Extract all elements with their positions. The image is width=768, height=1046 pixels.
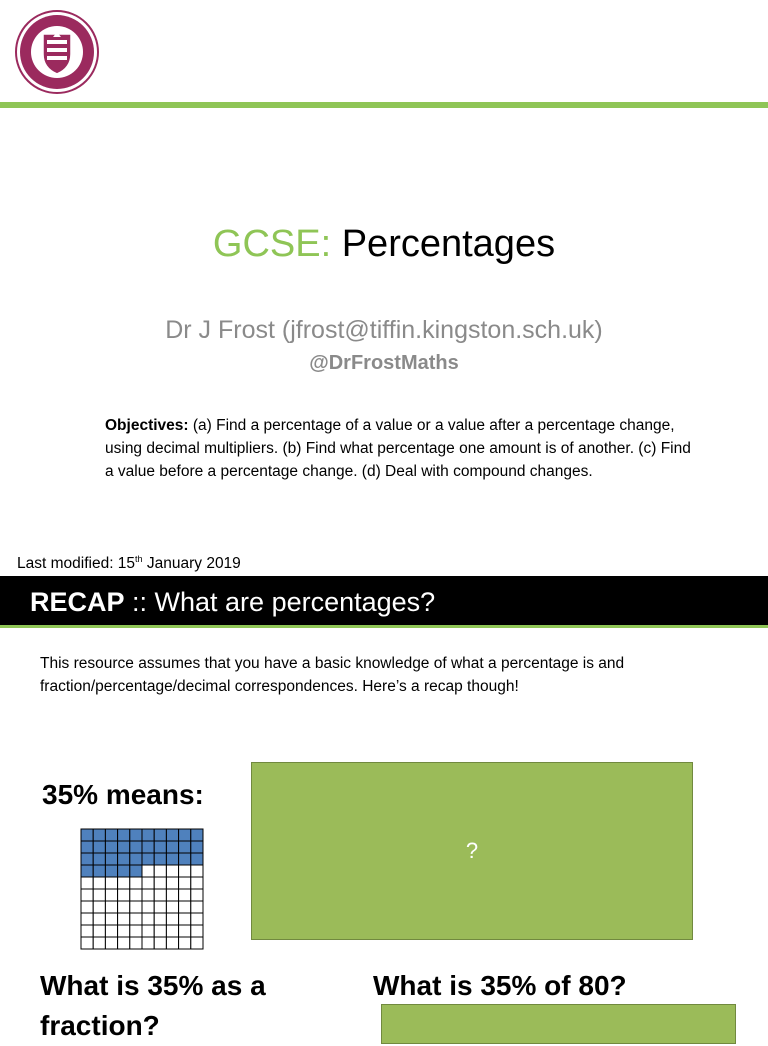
last-modified bbox=[17, 547, 241, 576]
objectives-text: (a) Find a percentage of a value or a value after a percentage change, using decimal multipliers. (b) Find what percentage one amount is of another. (c) Find a value before a percentage change. (d) Deal with compound changes. bbox=[105, 417, 691, 480]
grid-cell-empty bbox=[179, 913, 191, 925]
answer-placeholder: ? bbox=[465, 838, 479, 863]
grid-cell-empty bbox=[93, 901, 105, 913]
social-handle: @DrFrostMaths bbox=[309, 352, 459, 374]
grid-cell-empty bbox=[166, 937, 178, 949]
grid-cell-empty bbox=[191, 877, 203, 889]
recap-heading-bold: RECAP bbox=[30, 587, 125, 617]
modified-suffix: January 2019 bbox=[142, 555, 241, 573]
grid-cell-empty bbox=[118, 901, 130, 913]
grid-cell-empty bbox=[93, 925, 105, 937]
grid-cell-empty bbox=[81, 925, 93, 937]
means-label: 35% means: bbox=[42, 779, 204, 810]
grid-cell-empty bbox=[166, 901, 178, 913]
grid-cell-empty bbox=[105, 889, 117, 901]
grid-cell-empty bbox=[105, 877, 117, 889]
grid-cell-empty bbox=[130, 889, 142, 901]
grid-cell-empty bbox=[154, 925, 166, 937]
grid-cell-filled bbox=[105, 841, 117, 853]
objectives-label: Objectives: bbox=[105, 417, 189, 434]
grid-cell-empty bbox=[179, 889, 191, 901]
grid-cell-empty bbox=[179, 865, 191, 877]
grid-cell-filled bbox=[179, 841, 191, 853]
grid-cell-empty bbox=[130, 901, 142, 913]
grid-cell-filled bbox=[154, 853, 166, 865]
header-rule bbox=[0, 102, 768, 108]
grid-cell-empty bbox=[191, 889, 203, 901]
grid-cell-filled bbox=[130, 829, 142, 841]
grid-cell-filled bbox=[118, 829, 130, 841]
grid-cell-empty bbox=[179, 937, 191, 949]
grid-cell-filled bbox=[179, 829, 191, 841]
grid-cell-empty bbox=[118, 913, 130, 925]
grid-cell-empty bbox=[179, 901, 191, 913]
grid-cell-empty bbox=[93, 877, 105, 889]
grid-cell-filled bbox=[154, 841, 166, 853]
grid-cell-empty bbox=[191, 901, 203, 913]
grid-cell-empty bbox=[166, 877, 178, 889]
grid-cell-filled bbox=[179, 853, 191, 865]
grid-cell-empty bbox=[93, 937, 105, 949]
grid-cell-filled bbox=[142, 829, 154, 841]
grid-cell-filled bbox=[130, 865, 142, 877]
modified-prefix: Last modified: 15 bbox=[17, 555, 136, 573]
grid-cell-filled bbox=[154, 829, 166, 841]
grid-cell-empty bbox=[166, 865, 178, 877]
grid-cell-empty bbox=[166, 925, 178, 937]
grid-cell-empty bbox=[154, 865, 166, 877]
grid-cell-empty bbox=[166, 913, 178, 925]
author-line: Dr J Frost (jfrost@tiffin.kingston.sch.uk) bbox=[165, 316, 603, 344]
grid-cell-empty bbox=[142, 913, 154, 925]
grid-cell-filled bbox=[191, 853, 203, 865]
grid-cell-empty bbox=[179, 877, 191, 889]
grid-cell-empty bbox=[142, 865, 154, 877]
grid-cell-empty bbox=[105, 937, 117, 949]
grid-cell-empty bbox=[179, 925, 191, 937]
grid-cell-filled bbox=[191, 829, 203, 841]
grid-cell-empty bbox=[118, 877, 130, 889]
grid-cell-empty bbox=[130, 877, 142, 889]
grid-cell-empty bbox=[93, 913, 105, 925]
grid-cell-empty bbox=[142, 877, 154, 889]
answer-reveal-box-2[interactable] bbox=[381, 1004, 736, 1044]
grid-cell-empty bbox=[154, 889, 166, 901]
grid-cell-filled bbox=[130, 841, 142, 853]
grid-cell-filled bbox=[118, 841, 130, 853]
grid-cell-empty bbox=[105, 925, 117, 937]
grid-cell-empty bbox=[81, 913, 93, 925]
grid-cell-filled bbox=[81, 853, 93, 865]
school-crest-icon bbox=[15, 10, 99, 94]
grid-cell-empty bbox=[191, 925, 203, 937]
grid-cell-empty bbox=[130, 937, 142, 949]
grid-cell-empty bbox=[154, 913, 166, 925]
grid-cell-filled bbox=[93, 853, 105, 865]
grid-cell-empty bbox=[191, 913, 203, 925]
recap-heading-bar bbox=[0, 576, 768, 628]
objectives-paragraph bbox=[105, 414, 695, 483]
recap-heading-rest: :: What are percentages? bbox=[124, 587, 436, 617]
grid-cell-filled bbox=[191, 841, 203, 853]
grid-cell-filled bbox=[93, 829, 105, 841]
grid-cell-filled bbox=[105, 865, 117, 877]
grid-cell-empty bbox=[105, 913, 117, 925]
grid-cell-filled bbox=[130, 853, 142, 865]
grid-cell-filled bbox=[81, 829, 93, 841]
intro-paragraph: This resource assumes that you have a basic knowledge of what a percentage is and fraction/percentage/decimal correspondences. Here’s a recap though! bbox=[40, 655, 625, 695]
grid-cell-empty bbox=[142, 889, 154, 901]
grid-cell-filled bbox=[166, 841, 178, 853]
grid-cell-empty bbox=[118, 925, 130, 937]
page-title bbox=[0, 218, 768, 270]
grid-cell-filled bbox=[166, 829, 178, 841]
grid-cell-filled bbox=[93, 865, 105, 877]
grid-cell-empty bbox=[191, 937, 203, 949]
grid-cell-filled bbox=[118, 865, 130, 877]
grid-cell-filled bbox=[118, 853, 130, 865]
grid-cell-empty bbox=[130, 925, 142, 937]
percentage-grid bbox=[80, 828, 204, 950]
grid-cell-empty bbox=[81, 937, 93, 949]
grid-cell-filled bbox=[105, 829, 117, 841]
grid-cell-empty bbox=[81, 877, 93, 889]
title-main: Percentages bbox=[331, 223, 556, 265]
grid-cell-empty bbox=[154, 901, 166, 913]
grid-cell-empty bbox=[142, 925, 154, 937]
grid-cell-empty bbox=[130, 913, 142, 925]
grid-cell-empty bbox=[154, 877, 166, 889]
grid-cell-filled bbox=[105, 853, 117, 865]
grid-cell-empty bbox=[118, 937, 130, 949]
grid-cell-empty bbox=[166, 889, 178, 901]
grid-cell-empty bbox=[105, 901, 117, 913]
grid-cell-empty bbox=[118, 889, 130, 901]
grid-cell-empty bbox=[93, 889, 105, 901]
title-prefix: GCSE: bbox=[212, 223, 332, 265]
grid-cell-empty bbox=[142, 901, 154, 913]
grid-cell-filled bbox=[142, 853, 154, 865]
question-fraction: What is 35% as a fraction? bbox=[40, 970, 266, 1041]
answer-reveal-box[interactable] bbox=[251, 762, 693, 940]
grid-cell-empty bbox=[191, 865, 203, 877]
question-of: What is 35% of 80? bbox=[373, 970, 627, 1001]
grid-cell-filled bbox=[93, 841, 105, 853]
modified-sup: th bbox=[135, 554, 143, 564]
grid-cell-filled bbox=[81, 865, 93, 877]
grid-cell-empty bbox=[142, 937, 154, 949]
grid-cell-filled bbox=[166, 853, 178, 865]
grid-cell-filled bbox=[142, 841, 154, 853]
grid-cell-empty bbox=[81, 889, 93, 901]
grid-cell-empty bbox=[154, 937, 166, 949]
grid-cell-filled bbox=[81, 841, 93, 853]
grid-cell-empty bbox=[81, 901, 93, 913]
